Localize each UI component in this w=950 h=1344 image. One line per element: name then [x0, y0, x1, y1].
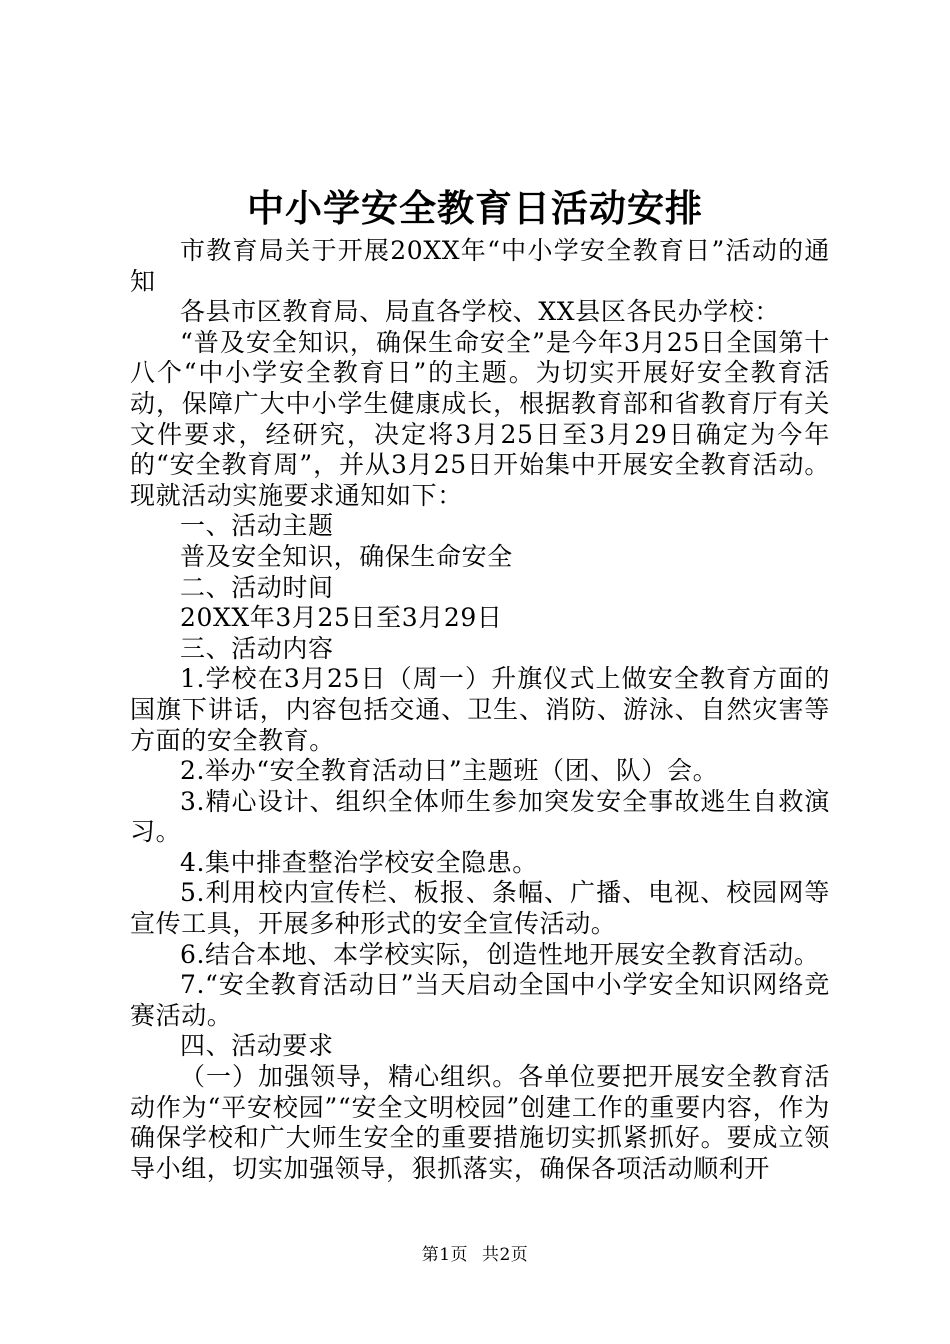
theme-text: 普及安全知识，确保生命安全: [180, 541, 513, 571]
section-heading-time: 二、活动时间: [180, 572, 334, 602]
requirement-1: （一）加强领导，精心组织。各单位要把开展安全教育活动作为“平安校园”“安全文明校园”创建工作的重要内容，作为确保学校和广大师生安全的重要措施切实抓紧抓好。要成立领导小组，切实加强领导，狠抓落实，确保各项活动顺利开: [130, 1062, 830, 1183]
section-heading-requirements: 四、活动要求: [180, 1031, 334, 1061]
page-number: 第1页: [421, 1245, 469, 1265]
document-title: 中小学安全教育日活动安排: [247, 186, 703, 230]
intro-paragraph: “普及安全知识，确保生命安全”是今年3月25日全国第十八个“中小学安全教育日”的主题。为切实开展好安全教育活动，保障广大中小学生健康成长，根据教育部和省教育厅有关文件要求，经研究，决定将3月25日至3月29日确定为今年的“安全教育周”，并从3月25日开始集中开展安全教育活动。现就活动实施要求通知如下：: [130, 327, 830, 510]
section-heading-content: 三、活动内容: [180, 633, 334, 663]
content-item-1: 1.学校在3月25日（周一）升旗仪式上做安全教育方面的国旗下讲话，内容包括交通、卫生、消防、游泳、自然灾害等方面的安全教育。: [130, 664, 830, 755]
content-item-3: 3.精心设计、组织全体师生参加突发安全事故逃生自救演习。: [130, 786, 830, 847]
content-item-2: 2.举办“安全教育活动日”主题班（团、队）会。: [180, 756, 719, 786]
page-total: 共2页: [481, 1245, 529, 1265]
addressee-line: 各县市区教育局、局直各学校、XX县区各民办学校：: [180, 297, 780, 327]
section-heading-theme: 一、活动主题: [180, 511, 334, 541]
content-item-6: 6.结合本地、本学校实际，创造性地开展安全教育活动。: [180, 939, 820, 969]
time-text: 20XX年3月25日至3月29日: [180, 603, 503, 633]
content-item-7: 7.“安全教育活动日”当天启动全国中小学安全知识网络竞赛活动。: [130, 970, 830, 1030]
document-body: [130, 236, 830, 1184]
content-item-4: 4.集中排查整治学校安全隐患。: [180, 847, 538, 877]
content-item-5: 5.利用校内宣传栏、板报、条幅、广播、电视、校园网等宣传工具，开展多种形式的安全宣传活动。: [130, 878, 830, 939]
page-footer: [0, 1244, 950, 1266]
notice-heading: 市教育局关于开展20XX年“中小学安全教育日”活动的通知: [130, 236, 830, 296]
